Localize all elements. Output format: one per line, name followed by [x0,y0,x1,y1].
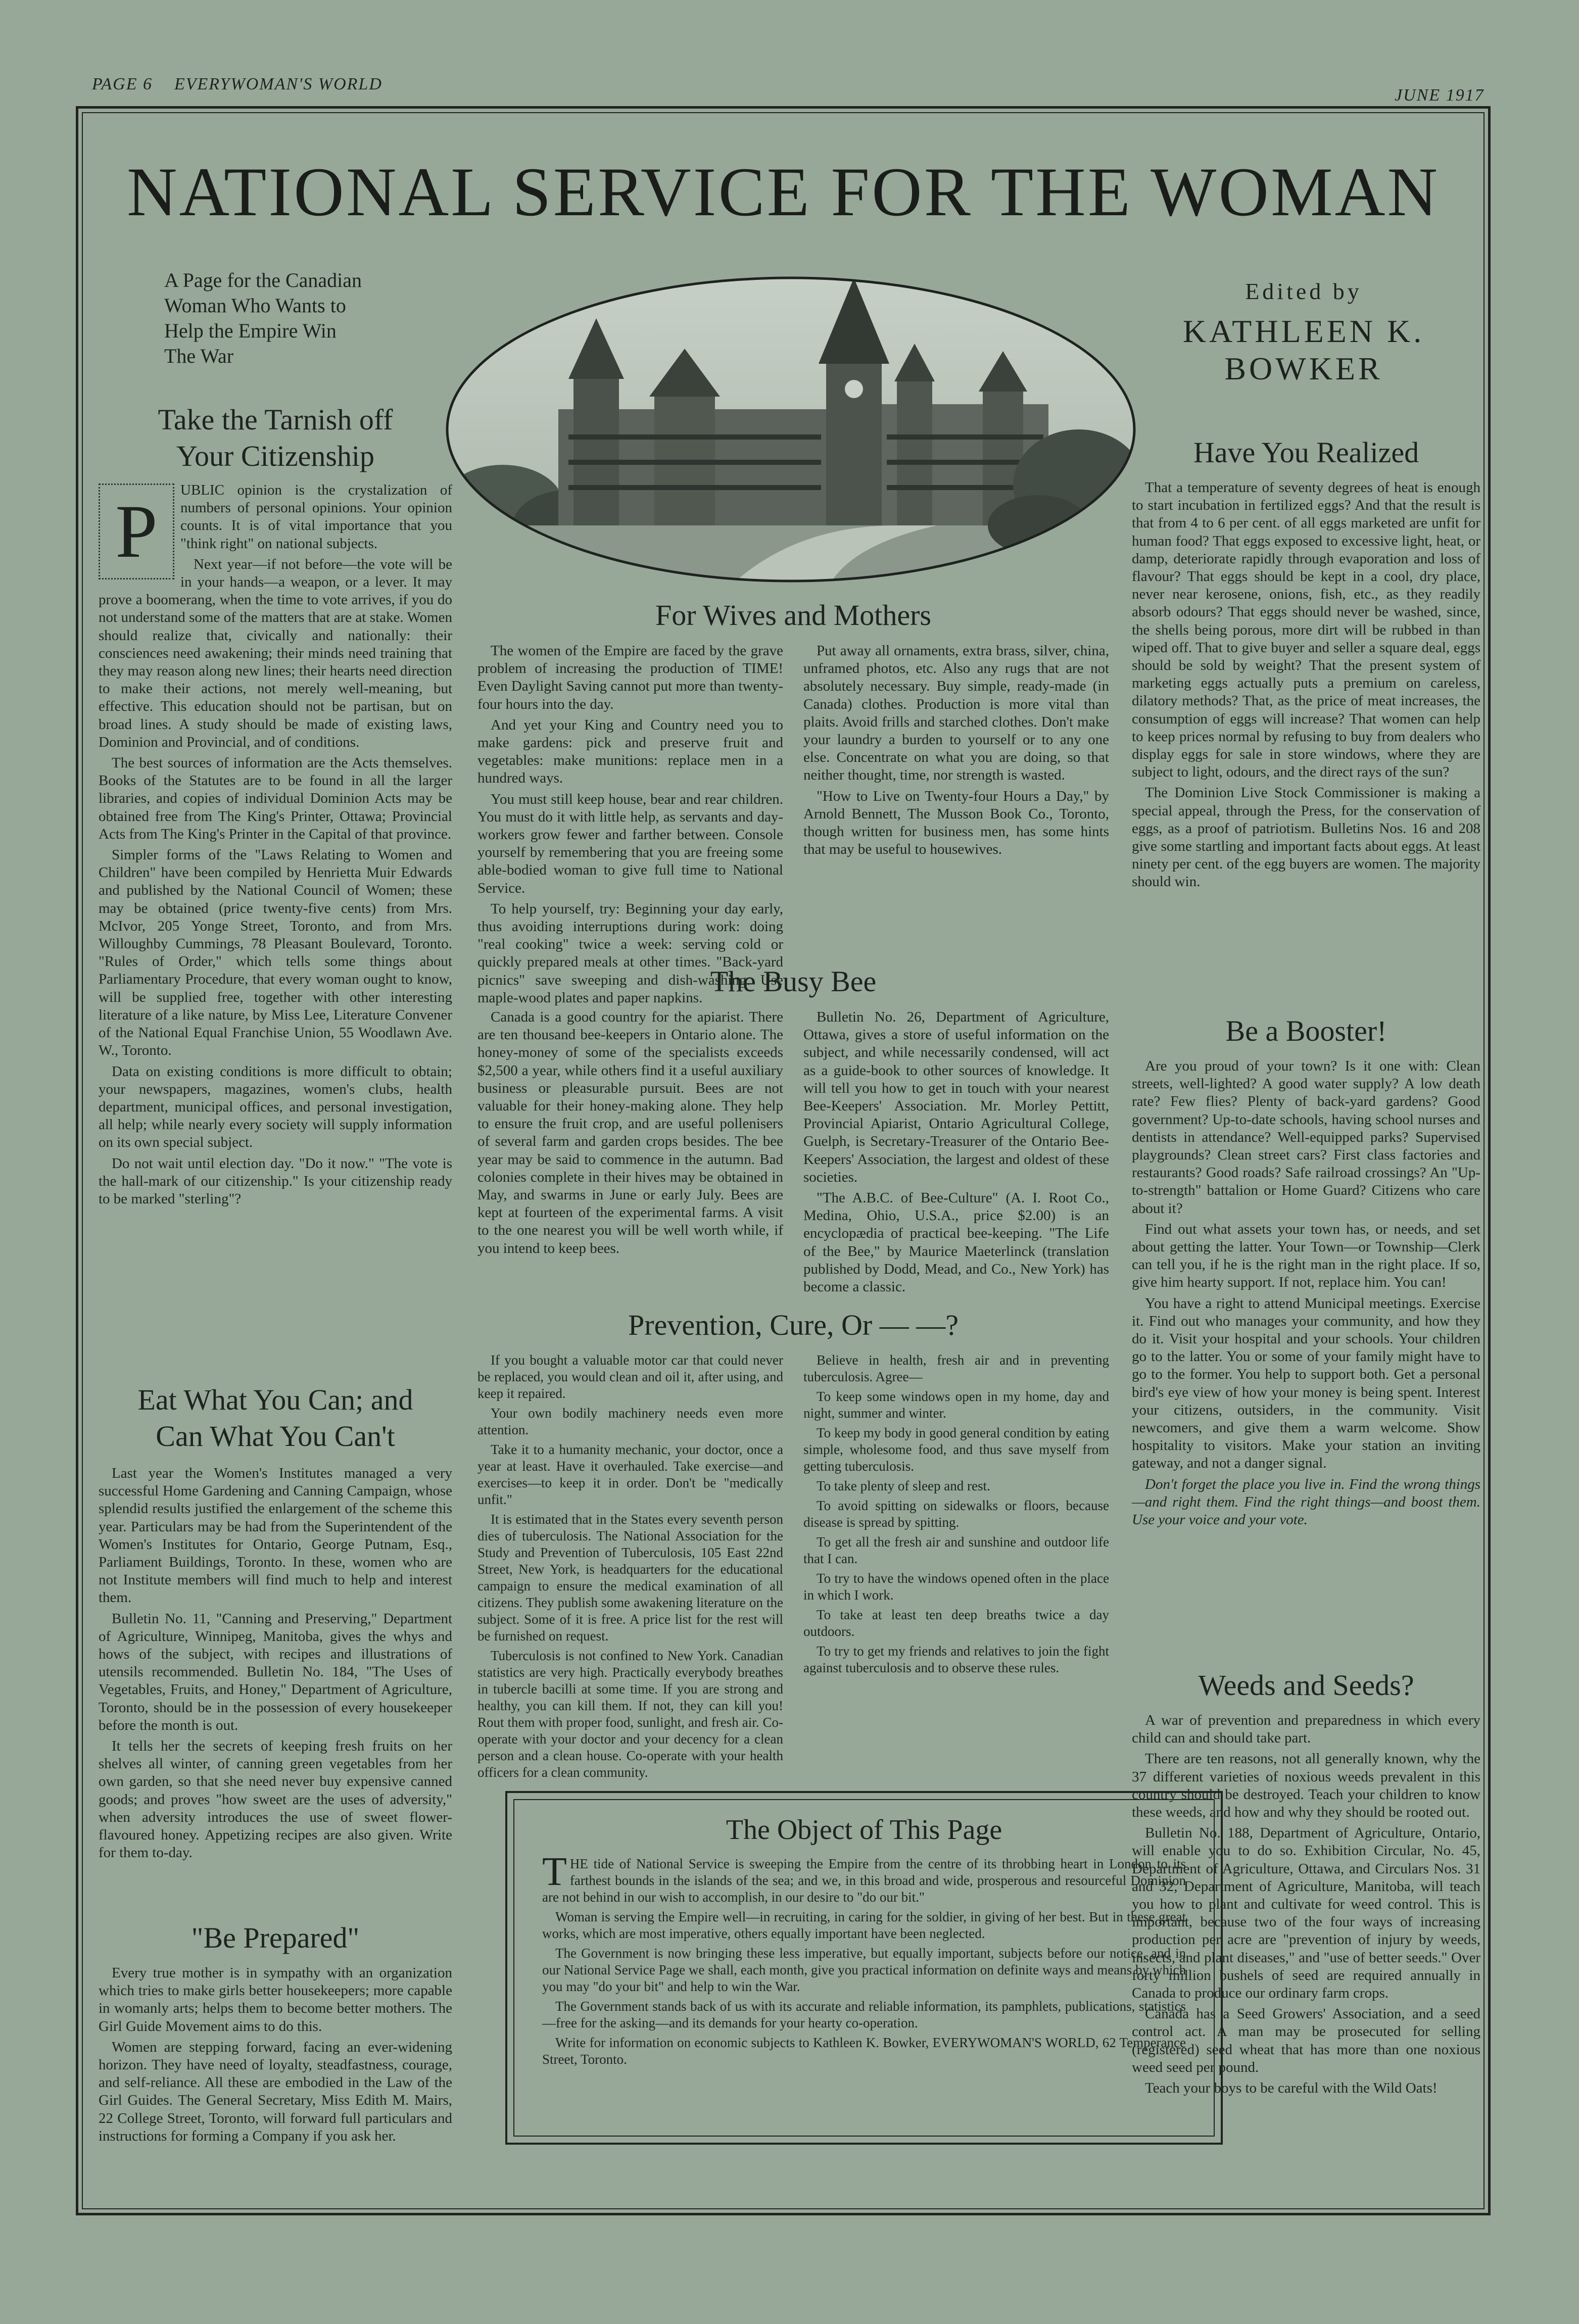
editor-name-line2: BOWKER [1224,351,1383,386]
parliament-illustration [442,243,1139,591]
realized-article [1132,434,1480,894]
paragraph: If you bought a valuable motor car that could never be replaced, you would clean and oil it, after using, and keep it repaired. [477,1352,783,1401]
paragraph: Are you proud of your town? Is it one with: Clean streets, well-lighted? A good water supply? A low death rate? Few flies? Plenty of back-yard gardens? Good government? Up-to-date schools, having school nurses and dentists in attendance? Well-equipped parks? Supervised playgrounds? Clean street cars? First class factories and restaurants? Good roads? Safe railroad crossings? An "Up-to-strength" battalion or Home Guard? Citizens who care about it? [1132,1058,1480,1217]
booster-body [1132,1057,1480,1529]
object-body [542,1850,1186,2068]
realized-body [1132,479,1480,891]
paragraph: UBLIC opinion is the crystalization of numbers of personal opinions. Your opinion counts. It is of vital importance that you "think right" on national subjects. [180,482,452,552]
tarnish-article [99,402,452,1211]
paragraph: To avoid spitting on sidewalks or floors, because disease is spread by spitting. [803,1498,1109,1530]
prepared-heading: "Be Prepared" [191,1921,360,1954]
paragraph: You must still keep house, bear and rear children. You must do it with little help, as servants and day-workers grow fewer and farther between. Console yourself by remembering that you are freeing some able-bodied woman to give full time to National Service. [477,791,783,896]
paragraph: Don't forget the place you live in. Find the wrong things—and right them. Find the right things—and boost them. Use your voice and your vote. [1132,1476,1480,1528]
editor-name: KATHLEEN K. [1182,313,1425,349]
paragraph: Canada has a Seed Growers' Association, and a seed control act. A man may be prosecuted for selling (registered) seed wheat that has more than one noxious weed seed per pound. [1132,2006,1480,2075]
paragraph: The best sources of information are the Acts themselves. Books of the Statutes are to be found in all the larger libraries, and copies of individual Dominion Acts may be obtained free from The King's Printer, Ottawa; Provincial Acts from The King's Printer in the Capital of that province. [99,755,452,842]
magazine-name: EVERYWOMAN'S WORLD [174,75,382,93]
object-box [505,1791,1223,2145]
paragraph: Teach your boys to be careful with the Wild Oats! [1145,2080,1438,2097]
eat-body [99,1465,452,1862]
paragraph: To get all the fresh air and sunshine and outdoor life that I can. [803,1534,1109,1566]
paragraph: Write for information on economic subjects to Kathleen K. Bowker, EVERYWOMAN'S WORLD, 62 Temperance Street, Toronto. [542,2035,1186,2067]
dropcap: P [99,483,174,579]
paragraph: The Government stands back of us with its accurate and reliable information, its pamphlets, publications, statistics—free for the asking—and its demands for your hearty co-operation. [542,1999,1186,2030]
tarnish-heading-line1: Take the Tarnish off [158,403,393,436]
prevention-body [477,1352,1109,1784]
paragraph: Simpler forms of the "Laws Relating to Women and Children" have been compiled by Henrietta Muir Edwards and published by the National Council of Women; these may be obtained (price twenty-five cents) from Mrs. McIvor, 205 Yonge Street, Toronto, and from Mrs. Willoughby Cummings, 78 Pleasant Boulevard, Toronto. "Rules of Order," which tells some things about Parliamentary Procedure, that every woman ought to know, will be supplied free, together with other interesting literature of a like nature, by Miss Lee, Literature Convener of the National Equal Franchise Union, 55 Woodlawn Ave. W., Toronto. [99,847,452,1059]
paragraph: Every true mother is in sympathy with an organization which tries to make girls better housekeepers; more capable in womanly arts; helps them to become better mothers. The Girl Guide Movement aims to do this. [99,1965,452,2035]
dropcap: T [542,1850,567,1894]
paragraph: A war of prevention and preparedness in which every child can and should take part. [1132,1712,1480,1747]
paragraph: Canada is a good country for the apiarist. There are ten thousand bee-keepers in Ontario alone. The honey-money of some of the specialists exceeds $2,500 a year, while others find it a useful auxiliary business or pleasurable pursuit. Bees are not valuable for their honey-making alone. They help to ensure the fruit crop, and are useful pollenisers of several farm and garden crops besides. The bee year may be said to commence in the autumn. Bad colonies complete in their hives may be obtained in May, and swarms in June or early July. Bees are kept at fourteen of the experimental farms. A visit to the one nearest you will be well worth while, if you intend to keep bees. [477,1009,783,1256]
paragraph: You have a right to attend Municipal meetings. Exercise it. Find out who manages your community, and how they do it. Visit your hospital and your schools. Your children go to the latter. You or some of your family might have to go to the former. You help to support both. Get a personal bird's eye view of how your money is being spent. Interest your citizens, outsiders, in the community. Visit newcomers, and give them a warm welcome. Show hospitality to visitors. Make your station an inviting gateway, and not a danger signal. [1132,1295,1480,1472]
eat-heading [99,1382,452,1455]
paragraph: Find out what assets your town has, or needs, and set about getting the latter. Your Town—or Township—Clerk can tell you, if he is the right man in the right place. If so, give him hearty support. If not, replace him. You can! [1132,1221,1480,1291]
page-title: NATIONAL SERVICE FOR THE WOMAN [126,153,1440,230]
realized-heading: Have You Realized [1193,436,1419,469]
paragraph: The women of the Empire are faced by the grave problem of increasing the production of TIME! Even Daylight Saving cannot put more than twenty-four hours into the day. [477,643,783,712]
bee-article [477,965,1109,1299]
paragraph: To try to get my friends and relatives to join the fight against tuberculosis and to observe these rules. [803,1643,1109,1675]
paragraph: Bulletin No. 26, Department of Agriculture, Ottawa, gives a store of useful information on the subject, and while necessarily condensed, will act as a guide-book to other sources of knowledge. It will tell you how to get in touch with your nearest Bee-Keepers' Association. Mr. Morley Pettitt, Provincial Apiarist, Ontario Agricultural College, Guelph, is Secretary-Treasurer of the Ontario Bee-Keepers' Association, the largest and oldest of these societies. [803,1009,1109,1185]
paragraph: There are ten reasons, not all generally known, why the 37 different varieties of noxious weeds prevalent in this country should be destroyed. Teach your children to know these weeds, and how and why they should be rooted out. [1132,1751,1480,1821]
prevention-article [477,1309,1109,1784]
weeds-body [1132,1712,1480,2097]
prepared-body [99,1964,452,2145]
paragraph: That a temperature of seventy degrees of heat is enough to start incubation in fertilized eggs? And that the result is that from 4 to 6 per cent. of all eggs marketed are unfit for human food? That eggs exposed to excessive light, heat, or damp, deteriorate rapidly through evaporation and loss of flavour? That eggs should be kept in a cool, dry place, never near kerosene, onions, fish, etc., as they readily absorb odours? That eggs should never be washed, since, the shells being porous, more dirt will be rubbed in than wiped off. That to give buyer and seller a square deal, eggs should be sold by weight? That the present system of marketing eggs actually puts a premium on careless, dilatory methods? That, as the price of meat increases, the consumption of eggs will increase? That women can help to keep prices normal by refusing to buy from dealers who display eggs for sale in store windows, where they are subject to light, odours, and the direct rays of the sun? [1132,479,1480,781]
paragraph: Put away all ornaments, extra brass, silver, china, unframed photos, etc. Also any rugs that are not absolutely necessary. Buy simple, ready-made (in Canada) clothes. Production is more vital than plaits. Avoid frills and starched clothes. Don't make your laundry a burden to yourself or to any one else. Concentrate on what you are doing, so that neither thought, time, nor strength is wasted. [803,643,1109,784]
eat-heading-line2: Can What You Can't [156,1420,395,1452]
subtitle-line: The War [164,345,234,367]
subtitle-line: A Page for the Canadian [164,269,362,292]
tarnish-body [99,481,452,1208]
paragraph: Next year—if not before—the vote will be in your hands—a weapon, or a lever. It may prove a boomerang, when the time to vote arrives, if you do not understand some of the matters that are at stake. Women should realize that, civically and nationally: their consciences need awakening; their minds need training that they may reason along new lines; their hearts need direction to make their actions, not merely well-meaning, but effective. This education should not be partisan, but on broad lines. A study should be made of existing laws, Dominion and Provincial, and of conditions. [99,556,452,750]
bee-heading: The Busy Bee [710,965,877,998]
paragraph: To keep my body in good general condition by eating simple, wholesome food, and thus save myself from getting tuberculosis. [803,1425,1109,1474]
paragraph: Last year the Women's Institutes managed a very successful Home Gardening and Canning Campaign, whose splendid results justified the enlargement of the scheme this year. Particulars may be had from the Superintendent of the Women's Institutes for Ontario, George Putnam, Esq., Parliament Buildings, Toronto. In these, women who are not Institute members will find much to help and interest them. [99,1465,452,1606]
page-number: PAGE 6 [92,75,153,93]
paragraph: To take plenty of sleep and rest. [817,1478,990,1493]
booster-heading: Be a Booster! [1225,1014,1387,1047]
object-box-inner [513,1799,1215,2137]
paragraph: It is estimated that in the States every seventh person dies of tuberculosis. The National Association for the Study and Prevention of Tuberculosis, 105 East 22nd Street, New York, is headquarters for the educational campaign to ensure the medical examination of all citizens. They publish some awakening literature on the subject. Some of it is free. A price list for the rest will be furnished on request. [477,1512,783,1643]
editor-credit [1177,278,1430,388]
paragraph: The Dominion Live Stock Commissioner is making a special appeal, through the Press, for the conservation of eggs, as a proof of patriotism. Bulletins Nos. 16 and 208 give some startling and important facts about eggs. At least ninety per cent. of the egg buyers are women. The majority should win. [1132,785,1480,890]
paragraph: Woman is serving the Empire well—in recruiting, in caring for the soldier, in giving of her best. But in these great works, which are most imperative, others equally important have been neglected. [542,1909,1186,1941]
paragraph: To help yourself, try: Beginning your day early, thus avoiding interruptions during work: doing "real cooking" twice a week: serving cold or quickly prepared meals at other times. "Back-yard picnics" save sweeping and dish-washing. Use maple-wood plates and paper napkins. [477,900,783,1006]
paragraph: "The A.B.C. of Bee-Culture" (A. I. Root Co., Medina, Ohio, U.S.A., price $2.00) is an encyclopædia of practical bee-keeping. "The Life of the Bee," by Maurice Maeterlinck (translation published by Dodd, Mead, and Co., New York) has become a classic. [803,1190,1109,1295]
booster-article [1132,1013,1480,1532]
wives-heading: For Wives and Mothers [655,599,931,632]
paragraph-text: HE tide of National Service is sweeping the Empire from the centre of its throbbing heart in London to its farthest bounds in the islands of the sea; and we, in this broad and wide, prosperous and resourceful Dominion are not behind in our wish to accomplish, in our desire to "do our bit." [542,1856,1186,1905]
subtitle-line: Woman Who Wants to [164,294,346,317]
weeds-article [1132,1667,1480,2100]
eat-article [99,1382,452,1865]
paragraph: "How to Live on Twenty-four Hours a Day," by Arnold Bennett, The Musson Book Co., Toronto, though written for business men, has some hints that may be useful to housewives. [803,788,1109,858]
wives-article [477,599,1109,1010]
paragraph: Bulletin No. 188, Department of Agriculture, Ontario, will enable you to do so. Exhibition Circular, No. 45, Department of Agriculture, Ottawa, and Circulars Nos. 31 and 32, Department of Agriculture, Manitoba, will teach you how to plant and cultivate for weed control. This is important, because two of the four ways of increasing production per acre are "prevention of injury by weeds, insects, and plant diseases," and "use of better seeds." Over forty million bushels of seed are required annually in Canada to produce our ordinary farm crops. [1132,1825,1480,2002]
paragraph: It tells her the secrets of keeping fresh fruits on her shelves all winter, of canning green vegetables from her own garden, so that she need never buy expensive canned goods; and proves "how sweet are the uses of adversity," when adversity introduces the use of sweet flower-flavoured honey. Appetizing recipes are also given. Write for them to-day. [99,1738,452,1861]
object-heading: The Object of This Page [726,1814,1002,1846]
prepared-article [99,1920,452,2148]
edited-by-label: Edited by [1245,278,1362,304]
paragraph: To try to have the windows opened often in the place in which I work. [803,1571,1109,1603]
paragraph: Believe in health, fresh air and in preventing tuberculosis. Agree— [803,1352,1109,1384]
issue-date: JUNE 1917 [1395,86,1485,105]
paragraph: To take at least ten deep breaths twice a day outdoors. [803,1607,1109,1639]
paragraph: The Government is now bringing these less imperative, but equally important, subjects before our notice, and in our National Service Page we shall, each month, give you practical information on definite ways and means by which you may "do your bit" and help to win the War. [542,1946,1186,1994]
paragraph: Do not wait until election day. "Do it now." "The vote is the hall-mark of our citizenship." Is your citizenship ready to be marked "sterling"? [99,1155,452,1207]
eat-heading-line1: Eat What You Can; and [137,1383,413,1416]
bee-body [477,1008,1109,1299]
wives-body [477,642,1109,1010]
subtitle-line: Help the Empire Win [164,319,337,342]
weeds-heading: Weeds and Seeds? [1198,1669,1414,1702]
tarnish-heading-line2: Your Citizenship [176,440,375,472]
page-subtitle [164,268,407,369]
paragraph: And yet your King and Country need you to make gardens: pick and preserve fruit and vegetables: make munitions: replace men in a hundred ways. [477,716,783,787]
paragraph: Tuberculosis is not confined to New York. Canadian statistics are very high. Practically everybody breathes in tubercle bacilli at some time. If you are strong and healthy, you can kill them. If not, they can kill you! Rout them with proper food, sunlight, and fresh air. Co-operate with your doctor and your decency for a clean person and a clean house. Co-operate with your health officers for a clean community. [477,1648,783,1780]
paragraph: Your own bodily machinery needs even more attention. [477,1406,783,1437]
paragraph [542,1850,1186,1906]
paragraph: Take it to a humanity mechanic, your doctor, once a year at least. Have it overhauled. Take exercise—and exercises—to keep it in order. Don't be "medically unfit." [477,1442,783,1507]
paragraph: Women are stepping forward, facing an ever-widening horizon. They have need of loyalty, steadfastness, courage, and self-reliance. All these are embodied in the Law of the Girl Guides. The General Secretary, Miss Edith M. Mairs, 22 College Street, Toronto, will forward full particulars and instructions for forming a Company if you ask her. [99,2039,452,2144]
prevention-heading: Prevention, Cure, Or — —? [628,1309,959,1341]
paragraph: To keep some windows open in my home, day and night, summer and winter. [803,1389,1109,1421]
paragraph: Bulletin No. 11, "Canning and Preserving," Department of Agriculture, Winnipeg, Manitoba, gives the whys and hows of the subject, with recipes and illustrations of utensils recommended. Bulletin No. 184, "The Uses of Vegetables, Fruits, and Honey," Department of Agriculture, Toronto, should be in the possession of every housekeeper before the month is out. [99,1610,452,1733]
paragraph: Data on existing conditions is more difficult to obtain; your newspapers, magazines, women's clubs, health department, municipal offices, and personal investigation, all help; while nearly every society will supply information on its own special subject. [99,1063,452,1151]
tarnish-heading [99,402,452,474]
